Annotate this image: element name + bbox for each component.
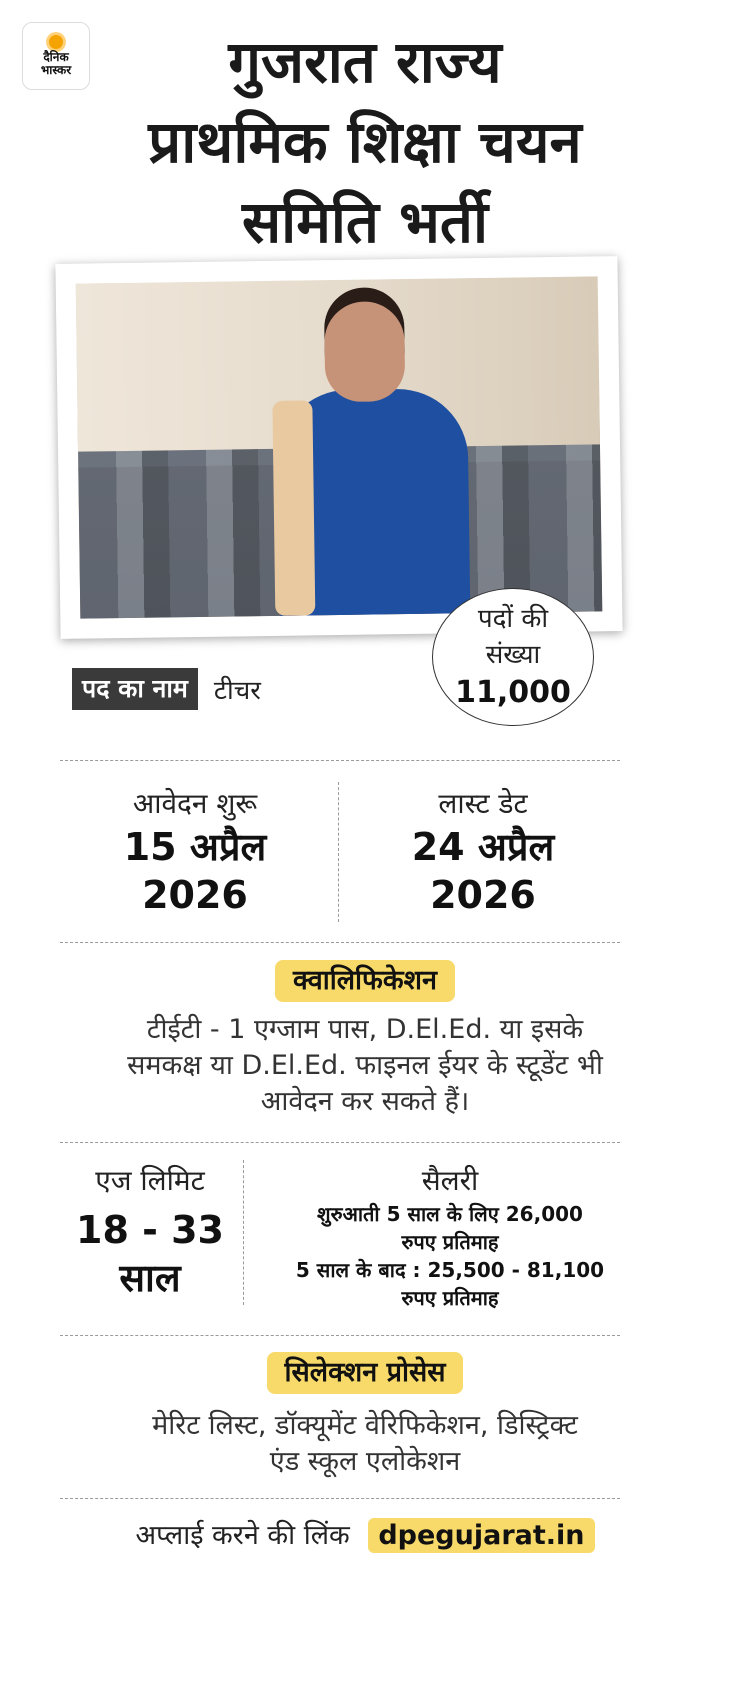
divider <box>60 760 620 761</box>
last-date-line1: 24 अप्रैल <box>411 825 555 869</box>
qualification-heading <box>0 960 730 1002</box>
divider <box>60 1142 620 1143</box>
title-line1: गुजरात राज्य <box>228 28 502 96</box>
selection-heading-text: सिलेक्शन प्रोसेस <box>267 1352 464 1394</box>
badge-value: 11,000 <box>455 675 571 710</box>
selection-text <box>60 1408 670 1480</box>
badge-label-line2: संख्या <box>485 640 541 670</box>
last-label: लास्ट डेट <box>438 787 528 820</box>
apply-row <box>0 1515 730 1553</box>
start-label: आवेदन शुरू <box>132 787 258 820</box>
title-line2: प्राथमिक शिक्षा चयन <box>148 108 582 176</box>
salary-line1: शुरुआती 5 साल के लिए 26,000 <box>317 1202 583 1226</box>
salary-line4: रुपए प्रतिमाह <box>401 1286 499 1310</box>
qualification-line3: आवेदन कर सकते हैं। <box>260 1086 470 1117</box>
age-unit: साल <box>119 1256 181 1300</box>
divider <box>60 1498 620 1499</box>
start-date-line1: 15 अप्रैल <box>123 825 267 869</box>
photo-dupatta <box>272 400 315 616</box>
salary <box>250 1162 650 1312</box>
qualification-text <box>60 1012 670 1120</box>
salary-line2: रुपए प्रतिमाह <box>401 1230 499 1254</box>
qualification-heading-text: क्वालिफिकेशन <box>275 960 455 1002</box>
divider-vertical <box>243 1160 244 1305</box>
divider-vertical <box>338 782 339 922</box>
age-range: 18 - 33 <box>76 1208 224 1252</box>
teacher-photo-frame <box>55 256 622 639</box>
selection-line1: मेरिट लिस्ट, डॉक्यूमेंट वेरिफिकेशन, डिस्ट्रिक्ट <box>152 1410 578 1441</box>
selection-line2: एंड स्कूल एलोकेशन <box>269 1446 461 1477</box>
salary-label: सैलरी <box>421 1164 479 1197</box>
post-name-value: टीचर <box>213 676 261 706</box>
apply-label: अप्लाई करने की लिंक <box>135 1520 350 1551</box>
application-start <box>80 785 310 919</box>
last-date <box>368 785 598 919</box>
start-date-line2: 2026 <box>142 873 248 917</box>
teacher-classroom-photo <box>76 276 603 618</box>
post-name-row <box>72 668 261 710</box>
divider <box>60 1335 620 1336</box>
selection-heading <box>0 1352 730 1394</box>
posts-count-badge <box>432 588 594 726</box>
badge-label-line1: पदों की <box>477 604 549 634</box>
salary-line3: 5 साल के बाद : 25,500 - 81,100 <box>295 1258 605 1282</box>
age-limit <box>60 1162 240 1302</box>
title-line3: समिति भर्ती <box>241 188 489 256</box>
qualification-line1: टीईटी - 1 एग्जाम पास, D.El.Ed. या इसके <box>146 1014 584 1045</box>
apply-link[interactable]: dpegujarat.in <box>368 1518 594 1553</box>
qualification-line2: समकक्ष या D.El.Ed. फाइनल ईयर के स्टूडेंट भी <box>127 1050 603 1081</box>
age-label: एज लिमिट <box>95 1164 205 1197</box>
last-date-line2: 2026 <box>430 873 536 917</box>
logo-text-line1: दैनिक <box>43 50 69 64</box>
divider <box>60 942 620 943</box>
photo-teacher-head <box>324 301 405 402</box>
logo-text-line2: भास्कर <box>40 63 72 77</box>
post-name-label: पद का नाम <box>72 668 198 710</box>
page-title <box>60 22 670 262</box>
